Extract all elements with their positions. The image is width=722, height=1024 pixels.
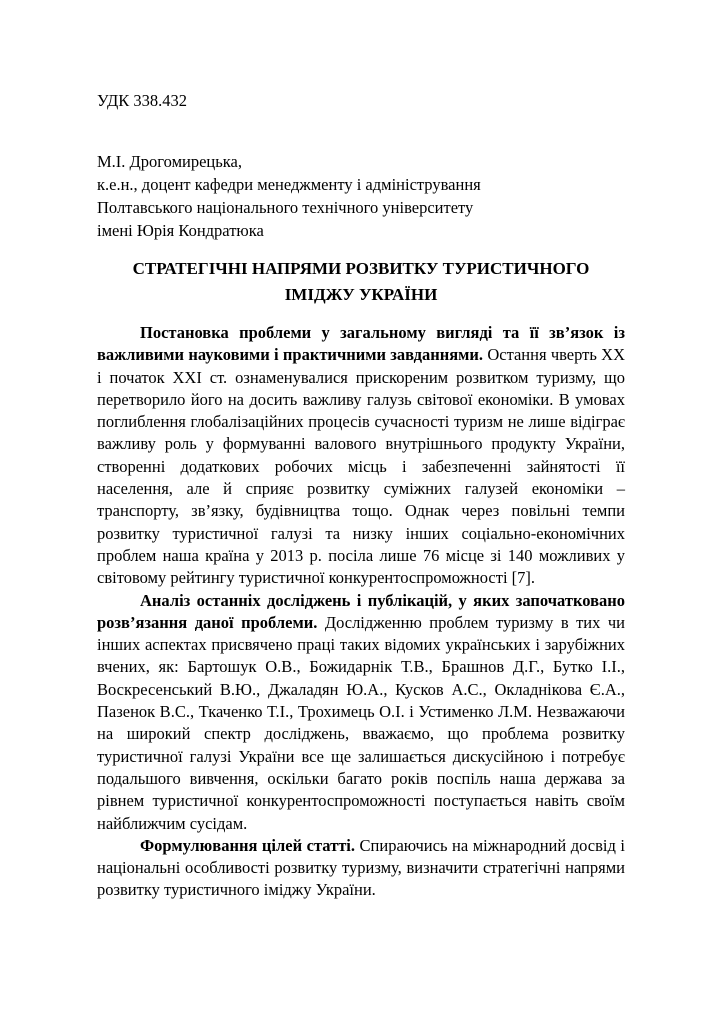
paragraph-literature-review xyxy=(97,590,625,835)
paragraph-body: Остання чверть ХХ і початок ХХІ ст. ознаменувалися прискореним розвитком туризму, що перетворило його на досить важливу галузь світової економіки. В умовах поглиблення глобалізаційних процесів сучасності туризм не лише відіграє важливу роль у формуванні валового внутрішнього продукту України, створенні додаткових робочих місць і забезпеченні зайнятості її населення, але й сприяє розвитку суміжних галузей економіки – транспорту, зв’язку, будівництва тощо. Однак через повільні темпи розвитку туристичної галузі та низку інших соціально-економічних проблем наша країна у 2013 р. посіла лише 76 місце зі 140 можливих у світовому рейтингу туристичної конкурентоспроможності [7]. xyxy=(97,345,625,588)
paragraph-problem-statement xyxy=(97,322,625,590)
paragraph-body: Спираючись на міжнародний досвід і національні особливості розвитку туризму, визначити стратегічні напрями розвитку туристичного іміджу України. xyxy=(97,835,625,900)
paragraph-article-goals xyxy=(97,835,625,902)
paragraph-lead: Аналіз останніх досліджень і публікацій, у яких започатковано розв’язання даної проблеми. xyxy=(97,590,625,632)
author-degree-position: к.е.н., доцент кафедри менеджменту і адміністрування xyxy=(97,175,481,194)
author-name: М.І. Дрогомирецька, xyxy=(97,152,243,171)
author-affiliation-continued: імені Юрія Кондратюка xyxy=(97,221,264,240)
author-affiliation: Полтавського національного технічного університету xyxy=(97,198,474,217)
udc-code: УДК 338.432 xyxy=(97,91,188,110)
article-title: СТРАТЕГІЧНІ НАПРЯМИ РОЗВИТКУ ТУРИСТИЧНОГО ІМІДЖУ УКРАЇНИ xyxy=(132,259,590,304)
paragraph-lead: Формулювання цілей статті. xyxy=(140,835,356,855)
paragraph-body: Дослідженню проблем туризму в тих чи інших аспектах присвячено праці таких відомих українських і зарубіжних вчених, як: Бартошук О.В., Божидарнік Т.В., Брашнов Д.Г., Бутко І.І., Воскресенський В.Ю., Джаладян Ю.А., Кусков А.С., Окладнікова Є.А., Пазенок В.С., Ткаченко Т.І., Трохимець О.І. і Устименко Л.М. Незважаючи на широкий спектр досліджень, вважаємо, що проблема розвитку туристичної галузі України все ще залишається дискусійною і потребує подальшого вивчення, оскільки багато років поспіль наша держава за рівнем туристичної конкурентоспроможності поступається навіть своїм найближчим сусідам. xyxy=(97,612,625,833)
paragraph-lead: Постановка проблеми у загальному вигляді та її зв’язок із важливими науковими і практичними завданнями. xyxy=(97,323,625,365)
author-block xyxy=(97,150,625,242)
